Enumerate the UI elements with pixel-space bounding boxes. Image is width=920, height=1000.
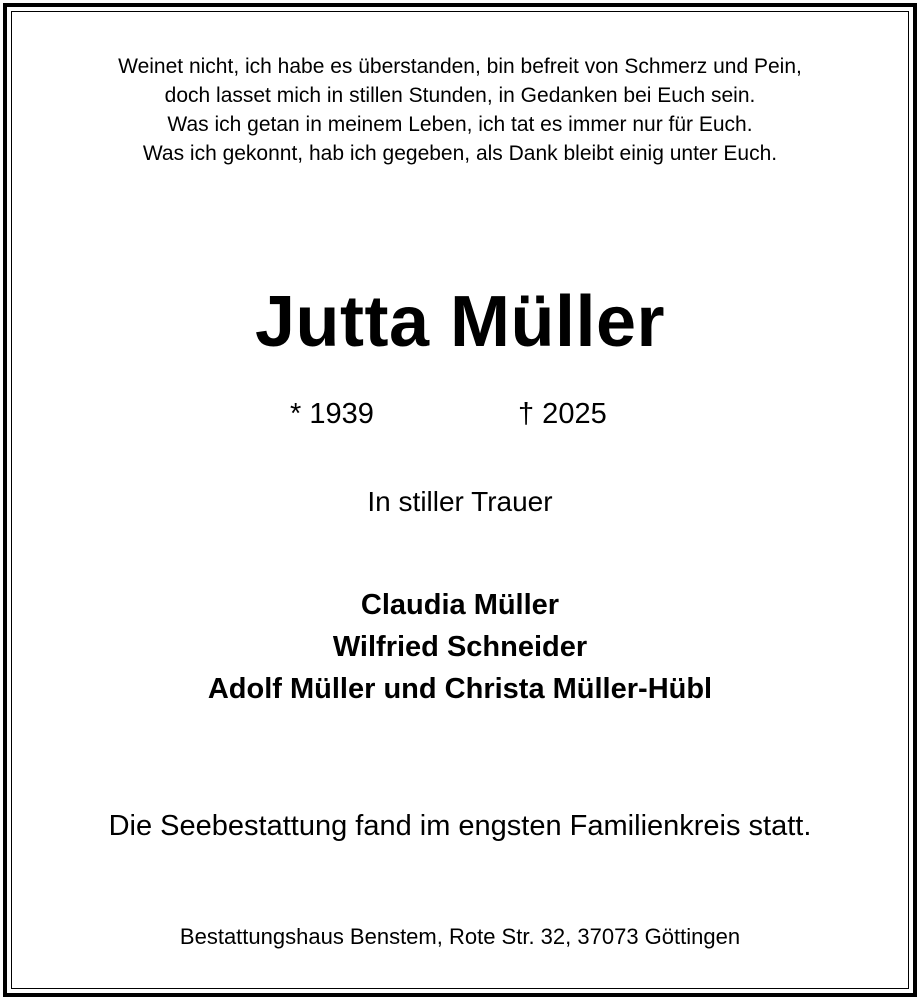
poem-line: doch lasset mich in stillen Stunden, in Gedanken bei Euch sein. <box>164 84 756 107</box>
family-member: Claudia Müller <box>360 589 560 621</box>
poem-line: Weinet nicht, ich habe es überstanden, bin befreit von Schmerz und Pein, <box>118 55 802 78</box>
mourning-label: In stiller Trauer <box>367 486 553 517</box>
funeral-note: Die Seebestattung fand im engsten Familienkreis statt. <box>108 810 812 842</box>
death-year: † 2025 <box>518 398 607 430</box>
life-dates <box>0 394 920 434</box>
undertaker-info: Bestattungshaus Benstem, Rote Str. 32, 37073 Göttingen <box>179 924 741 949</box>
family-member: Wilfried Schneider <box>332 631 588 663</box>
family-member: Adolf Müller und Christa Müller-Hübl <box>207 673 713 705</box>
birth-year: * 1939 <box>290 398 374 430</box>
poem-line: Was ich gekonnt, hab ich gegeben, als Dank bleibt einig unter Euch. <box>142 142 778 165</box>
deceased-name: Jutta Müller <box>254 282 666 362</box>
memorial-poem <box>0 52 920 168</box>
family-list <box>0 584 920 710</box>
poem-line: Was ich getan in meinem Leben, ich tat es immer nur für Euch. <box>167 113 753 136</box>
